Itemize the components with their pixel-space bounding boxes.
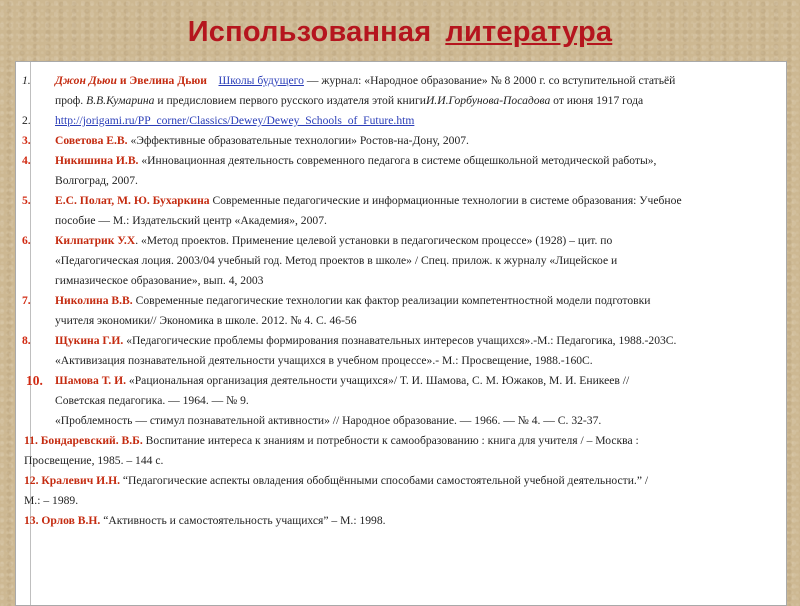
reference-7	[16, 291, 786, 331]
text: пособие — М.: Издательский центр «Академия», 2007.	[55, 214, 327, 227]
author: Щукина Г.И.	[55, 334, 124, 347]
text: Воспитание интереса к знаниям и потребности к самообразованию : книга для учителя / – Москва :	[142, 434, 639, 447]
author: Шамова Т. И.	[55, 374, 127, 387]
reference-5	[16, 191, 786, 231]
text: «Педагогические проблемы формирования познавательных интересов учащихся».-М.: Педагогика, 1988.-203С.	[123, 334, 677, 347]
title-part2: литература	[445, 16, 613, 48]
text: от июня 1917 года	[550, 94, 644, 107]
item-number: 7.	[22, 294, 31, 307]
text: И.И.Горбунова-Посадова	[425, 94, 551, 107]
author: Е.С. Полат, М. Ю. Бухаркина	[55, 194, 210, 207]
text: «Проблемность — стимул познавательной активности» // Народное образование. — 1966. — № 4. — С. 32-37.	[55, 414, 602, 427]
item-number: 2.	[22, 114, 31, 127]
text: В.В.Кумарина	[86, 94, 155, 107]
text: Волгоград, 2007.	[55, 174, 138, 187]
text: “Активность и самостоятельность учащихся” – М.: 1998.	[100, 514, 386, 527]
reference-link[interactable]: http://jorigami.ru/PP_corner/Classics/Dewey/Dewey_Schools_of_Future.htm	[55, 114, 415, 127]
text: Современные педагогические технологии как фактор реализации компетентностной модели подготовки	[132, 294, 651, 307]
author: 12. Кралевич И.Н.	[24, 474, 121, 487]
text: М.: – 1989.	[24, 494, 79, 507]
reference-1	[16, 71, 786, 111]
text: «Педагогическая лоция. 2003/04 учебный год. Метод проектов в школе» / Спец. прилож. к журналу «Лицейское и	[55, 254, 618, 267]
text: и предисловием первого русского издателя этой книги	[154, 94, 426, 107]
text: — журнал: «Народное образование» № 8 2000 г. со вступительной статьёй	[303, 74, 676, 87]
page-title	[0, 16, 800, 49]
author: Килпатрик У.Х	[55, 234, 136, 247]
author: Джон Дьюи	[55, 74, 117, 87]
text: проф.	[55, 94, 87, 107]
references-panel	[15, 61, 787, 606]
author-conj: и	[116, 74, 130, 87]
references-list	[16, 71, 786, 531]
reference-link[interactable]: Школы будущего	[218, 74, 304, 87]
item-number: 6.	[22, 234, 31, 247]
reference-13	[16, 511, 786, 531]
item-number: 10.	[26, 373, 43, 388]
text: «Эффективные образовательные технологии» Ростов-на-Дону, 2007.	[127, 134, 469, 147]
item-number: 1.	[22, 74, 31, 87]
reference-3	[16, 131, 786, 151]
item-number: 4.	[22, 154, 31, 167]
text: гимназическое образование», вып. 4, 2003	[55, 274, 264, 287]
reference-4	[16, 151, 786, 191]
reference-11	[16, 431, 786, 471]
author: Советова Е.В.	[55, 134, 128, 147]
text: «Активизация познавательной деятельности учащихся в учебном процессе».- М.: Просвещение, 1988.-160С.	[55, 354, 593, 367]
text: “Педагогические аспекты овладения обобщёнными способами самостоятельной учебной деятельности.” /	[120, 474, 649, 487]
text: учителя экономики// Экономика в школе. 2012. № 4. С. 46-56	[55, 314, 357, 327]
text: Советская педагогика. — 1964. — № 9.	[55, 394, 249, 407]
reference-8	[16, 331, 786, 371]
text: «Инновационная деятельность современного педагога в системе общешкольной методической работы»,	[138, 154, 657, 167]
author2: Эвелина Дьюи	[129, 74, 207, 87]
author: Никишина И.В.	[55, 154, 139, 167]
author: Николина В.В.	[55, 294, 133, 307]
item-number: 8.	[22, 334, 31, 347]
title-part1: Использованная	[187, 16, 432, 48]
author: 11. Бондаревский. В.Б.	[24, 434, 143, 447]
text: Просвещение, 1985. – 144 с.	[24, 454, 164, 467]
reference-12	[16, 471, 786, 511]
item-number: 5.	[22, 194, 31, 207]
reference-6	[16, 231, 786, 291]
reference-2	[16, 111, 786, 131]
text: «Рациональная организация деятельности учащихся»/ Т. И. Шамова, С. М. Южаков, М. И. Еникеев //	[126, 374, 630, 387]
text: Современные педагогические и информационные технологии в системе образования: Учебное	[209, 194, 682, 207]
reference-10	[16, 371, 786, 431]
item-number: 3.	[22, 134, 31, 147]
author: 13. Орлов В.Н.	[24, 514, 101, 527]
text: . «Метод проектов. Применение целевой установки в педагогическом процессе» (1928) – цит. по	[135, 234, 613, 247]
